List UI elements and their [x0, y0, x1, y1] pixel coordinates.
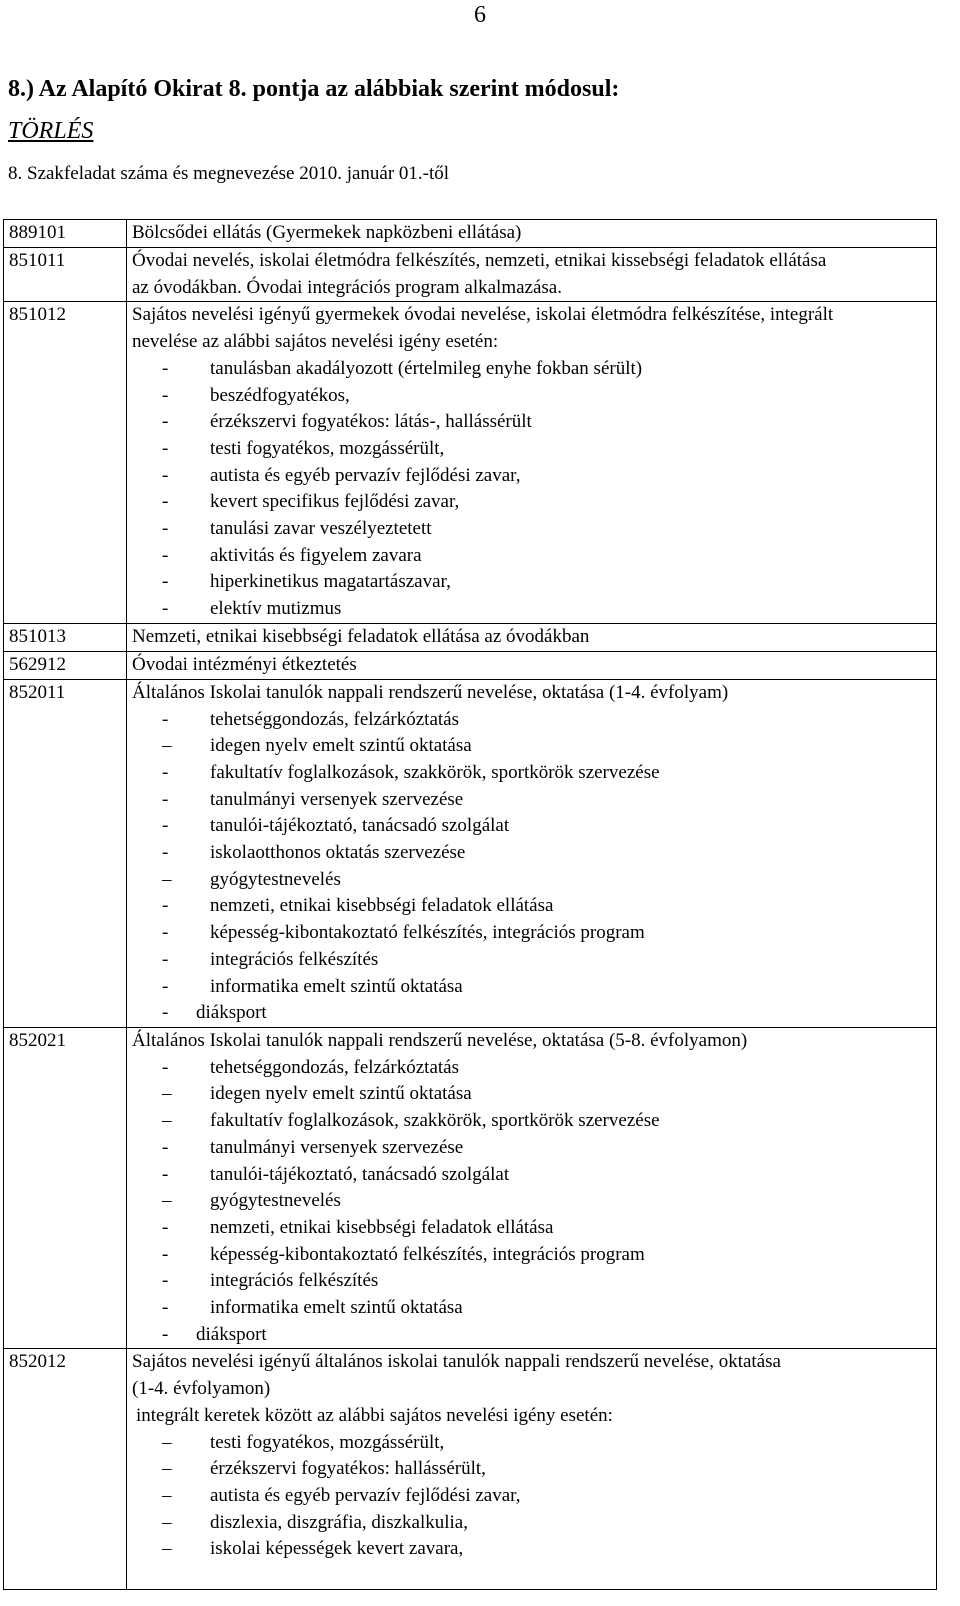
bullet-dash: –	[162, 1511, 172, 1533]
activity-description	[127, 302, 937, 623]
table-row	[4, 623, 937, 651]
activity-code: 851013	[4, 623, 127, 651]
activity-code: 889101	[4, 220, 127, 248]
bullet-dash: -	[162, 815, 169, 837]
bullet-dash: -	[162, 411, 169, 433]
bullet-dash: -	[162, 788, 169, 810]
list-item	[132, 1536, 936, 1563]
bullet-dash: -	[162, 1163, 169, 1185]
list-item-text: fakultatív foglalkozások, szakkörök, sportkörök szervezése	[210, 761, 660, 783]
list-item	[132, 1242, 936, 1269]
description-line: Sajátos nevelési igényű általános iskolai tanulók nappali rendszerű nevelése, oktatása	[132, 1351, 781, 1373]
bullet-dash: –	[162, 1431, 172, 1453]
list-item-text: érzékszervi fogyatékos: hallássérült,	[210, 1458, 486, 1480]
list-item-text: diáksport	[196, 1002, 267, 1024]
list-item-text: integrációs felkészítés	[210, 1270, 379, 1292]
table-row	[4, 302, 937, 623]
activity-code: 562912	[4, 651, 127, 679]
list-item	[132, 840, 936, 867]
activity-description	[127, 679, 937, 1027]
description-line: Sajátos nevelési igényű gyermekek óvodai nevelése, iskolai életmódra felkészítése, integrált	[132, 304, 834, 326]
section-heading: 8.) Az Alapító Okirat 8. pontja az alábbiak szerint módosul:	[8, 76, 620, 102]
list-item	[132, 1295, 936, 1322]
list-item-text: diáksport	[196, 1323, 267, 1345]
list-item	[132, 1188, 936, 1215]
bullet-dash: -	[162, 842, 169, 864]
description-line: Általános Iskolai tanulók nappali rendszerű nevelése, oktatása (5-8. évfolyamon)	[132, 1029, 748, 1051]
list-item-text: integrációs felkészítés	[210, 948, 379, 970]
activity-description	[127, 651, 937, 679]
bullet-dash: -	[162, 1136, 169, 1158]
list-item-text: tehetséggondozás, felzárkóztatás	[210, 1056, 459, 1078]
bullet-dash: -	[162, 571, 169, 593]
deletion-label: TÖRLÉS	[8, 118, 94, 144]
activity-code: 852011	[4, 679, 127, 1027]
list-item-text: gyógytestnevelés	[210, 868, 341, 890]
list-item	[132, 1135, 936, 1162]
bullet-dash: -	[162, 464, 169, 486]
list-item-text: tanulásban akadályozott (értelmileg enyhe fokban sérült)	[210, 357, 643, 379]
list-item	[132, 1268, 936, 1295]
bullet-dash: -	[162, 1002, 169, 1024]
list-item-text: testi fogyatékos, mozgássérült,	[210, 1431, 445, 1453]
list-item-text: képesség-kibontakoztató felkészítés, integrációs program	[210, 922, 645, 944]
table-row	[4, 220, 937, 248]
list-item	[132, 893, 936, 920]
bullet-dash: -	[162, 761, 169, 783]
activity-code: 851011	[4, 248, 127, 302]
list-item	[132, 1456, 936, 1483]
page-number: 6	[474, 2, 486, 28]
activity-codes-table	[3, 219, 937, 1590]
list-item	[132, 1215, 936, 1242]
list-item	[132, 947, 936, 974]
list-item	[132, 1162, 936, 1189]
list-item	[132, 760, 936, 787]
list-item	[132, 1510, 936, 1537]
table-row	[4, 679, 937, 1027]
subheading: 8. Szakfeladat száma és megnevezése 2010. január 01.-től	[8, 163, 450, 184]
list-item-text: elektív mutizmus	[210, 598, 342, 620]
list-item-text: iskolaotthonos oktatás szervezése	[210, 842, 466, 864]
bullet-dash: -	[162, 598, 169, 620]
list-item-text: informatika emelt szintű oktatása	[210, 975, 463, 997]
bullet-dash: -	[162, 384, 169, 406]
bullet-dash: -	[162, 1323, 169, 1345]
activity-description	[127, 220, 937, 248]
description-line: Bölcsődei ellátás (Gyermekek napközbeni ellátása)	[132, 222, 522, 243]
list-item-text: autista és egyéb pervazív fejlődési zavar,	[210, 1484, 521, 1506]
bullet-dash: –	[162, 1458, 172, 1480]
bullet-dash: -	[162, 437, 169, 459]
list-item	[132, 569, 936, 596]
activity-description	[127, 1349, 937, 1590]
list-item-text: autista és egyéb pervazív fejlődési zavar,	[210, 464, 521, 486]
list-item-text: informatika emelt szintű oktatása	[210, 1297, 463, 1319]
bullet-dash: -	[162, 518, 169, 540]
list-item-text: idegen nyelv emelt szintű oktatása	[210, 1083, 472, 1105]
list-item-text: aktivitás és figyelem zavara	[210, 544, 422, 566]
bullet-dash: –	[162, 1538, 172, 1560]
bullet-dash: –	[162, 1110, 172, 1132]
table-row	[4, 1027, 937, 1348]
list-item	[132, 813, 936, 840]
list-item-text: képesség-kibontakoztató felkészítés, integrációs program	[210, 1243, 645, 1265]
list-item	[132, 463, 936, 490]
list-item-text: tanulmányi versenyek szervezése	[210, 1136, 464, 1158]
bullet-dash: –	[162, 868, 172, 890]
list-item	[132, 1000, 936, 1027]
list-item-text: tehetséggondozás, felzárkóztatás	[210, 708, 459, 730]
activity-code: 852012	[4, 1349, 127, 1590]
bullet-dash: –	[162, 1083, 172, 1105]
list-item-text: érzékszervi fogyatékos: látás-, hallássérült	[210, 411, 532, 433]
list-item-text: nemzeti, etnikai kisebbségi feladatok ellátása	[210, 895, 554, 917]
list-item-text: nemzeti, etnikai kisebbségi feladatok ellátása	[210, 1216, 554, 1238]
list-item	[132, 920, 936, 947]
list-item-text: beszédfogyatékos,	[210, 384, 350, 406]
list-item-text: testi fogyatékos, mozgássérült,	[210, 437, 445, 459]
list-item-text: tanulói-tájékoztató, tanácsadó szolgálat	[210, 815, 510, 837]
list-item	[132, 543, 936, 570]
list-item	[132, 867, 936, 894]
list-item	[132, 1483, 936, 1510]
list-item-text: hiperkinetikus magatartászavar,	[210, 571, 451, 593]
description-line: Nemzeti, etnikai kisebbségi feladatok ellátása az óvodákban	[132, 625, 590, 647]
description-line: Általános Iskolai tanulók nappali rendszerű nevelése, oktatása (1-4. évfolyam)	[132, 681, 729, 703]
bullet-dash: -	[162, 975, 169, 997]
description-line: az óvodákban. Óvodai integrációs program alkalmazása.	[132, 276, 562, 298]
list-item	[132, 1108, 936, 1135]
bullet-dash: –	[162, 735, 172, 757]
list-item	[132, 787, 936, 814]
list-item	[132, 974, 936, 1001]
bullet-dash: -	[162, 1216, 169, 1238]
list-item	[132, 436, 936, 463]
list-item	[132, 516, 936, 543]
description-line: nevelése az alábbi sajátos nevelési igény esetén:	[132, 331, 499, 353]
list-item	[132, 1430, 936, 1457]
bullet-dash: -	[162, 1056, 169, 1078]
list-item	[132, 356, 936, 383]
bullet-dash: –	[162, 1190, 172, 1212]
list-item-text: diszlexia, diszgráfia, diszkalkulia,	[210, 1511, 468, 1533]
bullet-dash: -	[162, 1270, 169, 1292]
bullet-dash: -	[162, 1243, 169, 1265]
list-item	[132, 1081, 936, 1108]
activity-description	[127, 623, 937, 651]
table-row	[4, 248, 937, 302]
bullet-dash: -	[162, 544, 169, 566]
table-row	[4, 651, 937, 679]
list-item	[132, 409, 936, 436]
bullet-dash: -	[162, 357, 169, 379]
description-line: integrált keretek között az alábbi sajátos nevelési igény esetén:	[136, 1404, 613, 1426]
bullet-dash: -	[162, 948, 169, 970]
list-item	[132, 707, 936, 734]
list-item-text: tanulási zavar veszélyeztetett	[210, 518, 432, 540]
bullet-dash: -	[162, 895, 169, 917]
list-item	[132, 596, 936, 623]
bullet-dash: -	[162, 708, 169, 730]
activity-code: 852021	[4, 1027, 127, 1348]
list-item-text: idegen nyelv emelt szintű oktatása	[210, 735, 472, 757]
list-item	[132, 383, 936, 410]
activity-description	[127, 1027, 937, 1348]
description-line: Óvodai nevelés, iskolai életmódra felkészítés, nemzeti, etnikai kissebségi feladatok ellátása	[132, 250, 827, 271]
bullet-dash: -	[162, 1297, 169, 1319]
bullet-dash: -	[162, 922, 169, 944]
list-item-text: fakultatív foglalkozások, szakkörök, sportkörök szervezése	[210, 1110, 660, 1132]
list-item-text: kevert specifikus fejlődési zavar,	[210, 491, 460, 513]
list-item	[132, 1055, 936, 1082]
table-row	[4, 1349, 937, 1590]
list-item-text: iskolai képességek kevert zavara,	[210, 1538, 464, 1560]
list-item-text: tanulói-tájékoztató, tanácsadó szolgálat	[210, 1163, 510, 1185]
list-item	[132, 1322, 936, 1349]
bullet-dash: -	[162, 491, 169, 513]
description-line: Óvodai intézményi étkeztetés	[132, 653, 357, 675]
activity-description	[127, 248, 937, 302]
activity-code: 851012	[4, 302, 127, 623]
list-item	[132, 489, 936, 516]
list-item-text: gyógytestnevelés	[210, 1190, 341, 1212]
list-item-text: tanulmányi versenyek szervezése	[210, 788, 464, 810]
list-item	[132, 733, 936, 760]
bullet-dash: –	[162, 1484, 172, 1506]
description-line: (1-4. évfolyamon)	[132, 1378, 271, 1400]
